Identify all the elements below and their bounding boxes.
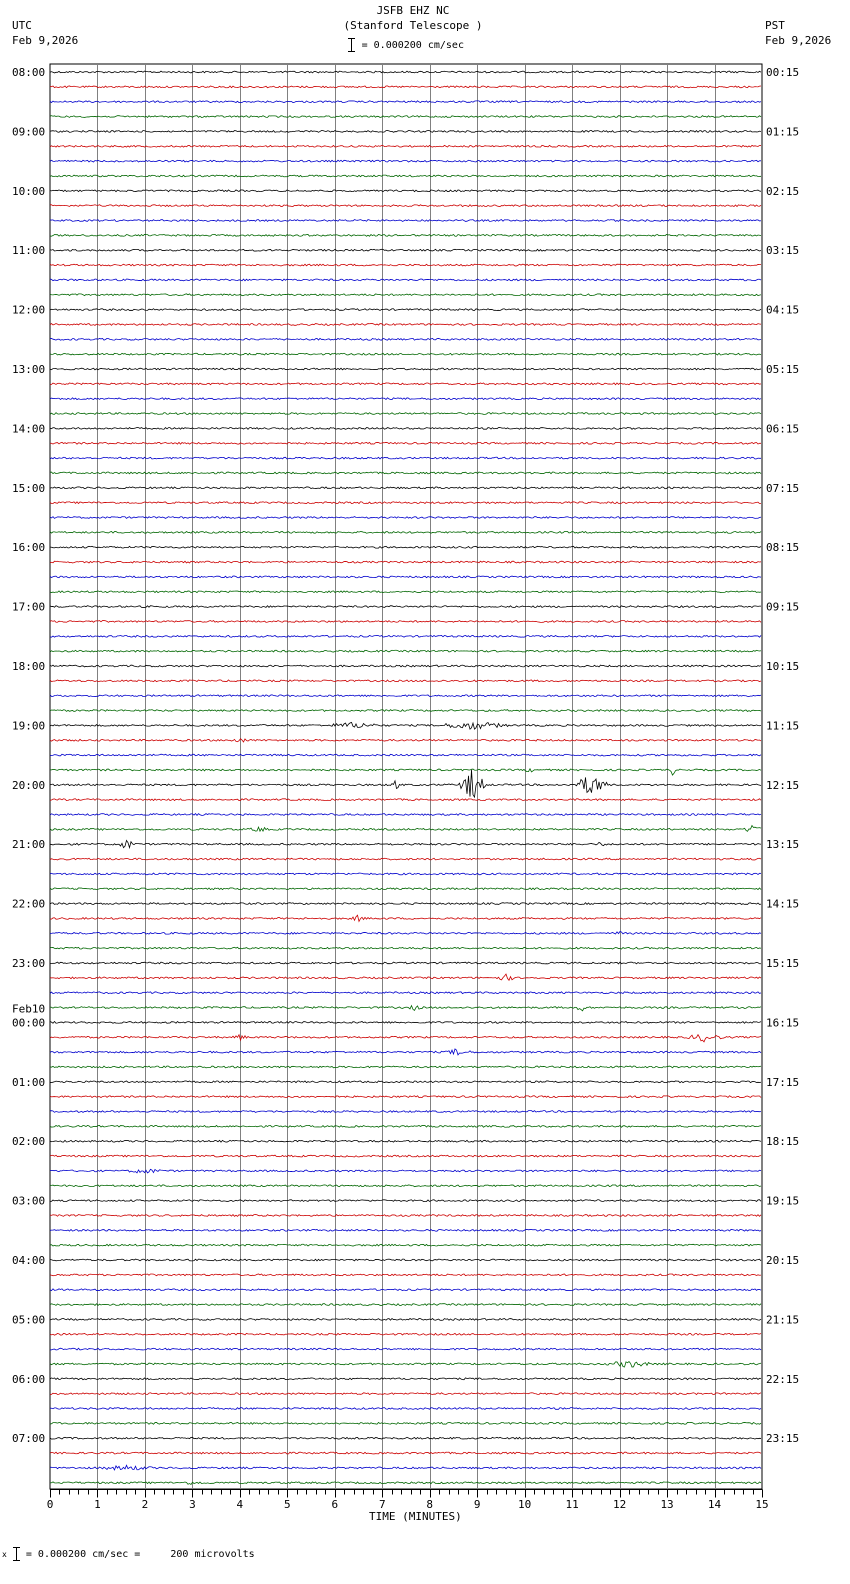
x-axis	[47, 1490, 769, 1512]
utc-hour-label: 20:00	[12, 778, 46, 792]
utc-hour-label: 13:00	[12, 363, 46, 376]
seismogram-trace	[50, 264, 761, 266]
utc-hour-label: 12:00	[12, 303, 46, 317]
seismogram-trace	[50, 502, 761, 504]
left-timezone: UTC	[12, 19, 32, 32]
seismogram-trace	[50, 947, 761, 949]
pst-hour-label: 05:15	[766, 363, 800, 376]
seismogram-trace	[50, 1200, 761, 1202]
utc-hour-label: 21:00	[12, 838, 46, 852]
utc-hour-label: 22:00	[12, 897, 46, 911]
seismogram-trace	[50, 769, 761, 775]
pst-hour-label: 13:15	[766, 838, 800, 852]
utc-hour-label: 10:00	[12, 184, 46, 198]
utc-hour-label: 11:00	[12, 244, 46, 258]
pst-hour-label: 15:15	[766, 957, 800, 970]
pst-hour-label: 12:15	[766, 778, 800, 792]
seismogram-trace	[50, 1155, 761, 1157]
seismogram-trace	[50, 1393, 761, 1395]
seismogram-trace	[50, 1111, 761, 1113]
seismogram-trace	[50, 131, 761, 133]
seismogram-trace	[50, 695, 761, 697]
seismogram-trace	[50, 974, 761, 980]
x-tick-label: 0	[46, 1498, 54, 1511]
seismogram-trace	[50, 1259, 761, 1261]
pst-hour-label: 02:15	[766, 184, 800, 198]
seismogram-trace	[50, 383, 761, 385]
seismogram-trace	[50, 1348, 761, 1350]
x-tick-label: 8	[426, 1498, 434, 1511]
seismogram-trace	[50, 1185, 761, 1187]
seismogram-trace	[50, 606, 761, 608]
seismogram-trace	[50, 413, 761, 415]
seismogram-trace	[50, 1482, 761, 1485]
seismogram-trace	[50, 1006, 761, 1011]
seismogram-trace	[50, 160, 761, 162]
seismogram-trace	[50, 457, 761, 459]
seismogram-trace	[50, 294, 761, 296]
seismogram-trace	[50, 1333, 761, 1335]
pst-hour-label: 11:15	[766, 719, 800, 733]
seismogram-trace	[50, 101, 761, 103]
x-tick-label: 2	[141, 1498, 149, 1511]
seismogram-trace	[50, 739, 761, 742]
pst-hour-label: 21:15	[766, 1313, 800, 1327]
x-tick-label: 13	[660, 1498, 674, 1511]
seismogram-trace	[50, 710, 761, 712]
seismogram-trace	[50, 442, 761, 444]
seismogram-trace	[50, 770, 761, 797]
utc-hour-label: 15:00	[12, 481, 46, 495]
seismogram-trace	[50, 873, 761, 875]
site-title: (Stanford Telescope )	[343, 19, 483, 32]
utc-hour-label: 05:00	[12, 1313, 46, 1327]
utc-hour-label: 16:00	[12, 541, 46, 555]
seismogram-traces	[50, 71, 761, 1484]
seismogram-trace	[50, 175, 761, 177]
seismogram-trace	[50, 1169, 761, 1173]
utc-hour-label: 18:00	[12, 660, 46, 673]
seismogram-trace	[50, 722, 761, 729]
seismogram-trace	[50, 665, 761, 667]
pst-hour-label: 19:15	[766, 1194, 800, 1208]
x-tick-label: 3	[189, 1498, 196, 1511]
pst-hour-label: 08:15	[766, 541, 800, 555]
seismogram-trace	[50, 576, 761, 578]
seismogram-trace	[50, 1035, 761, 1042]
seismogram-trace	[50, 931, 761, 934]
pst-hour-label: 10:15	[766, 660, 800, 673]
seismogram-trace	[50, 635, 761, 637]
pst-hour-label: 22:15	[766, 1372, 800, 1386]
footer-scale-bar-icon	[13, 1547, 20, 1561]
seismogram-trace	[50, 1465, 761, 1470]
seismogram-trace	[50, 205, 761, 207]
seismogram-trace	[50, 279, 761, 281]
seismogram-trace	[50, 234, 761, 236]
pst-hour-label: 23:15	[766, 1432, 800, 1446]
seismogram-trace	[50, 1408, 761, 1410]
utc-hour-label: 17:00	[12, 600, 46, 614]
seismogram-trace	[50, 840, 761, 847]
pst-hour-label: 18:15	[766, 1135, 800, 1149]
pst-hour-label: 06:15	[766, 422, 800, 436]
seismogram-trace	[50, 531, 761, 533]
seismogram-trace	[50, 1304, 761, 1306]
seismogram-trace	[50, 220, 761, 222]
seismogram-trace	[50, 1274, 761, 1276]
x-axis-label: TIME (MINUTES)	[369, 1510, 462, 1523]
seismogram-trace	[50, 561, 761, 563]
seismogram-trace	[50, 814, 761, 816]
x-tick-label: 15	[755, 1498, 769, 1511]
seismogram-trace	[50, 1022, 761, 1024]
utc-hour-label: 02:00	[12, 1135, 46, 1149]
seismogram-trace	[50, 915, 761, 921]
seismogram-trace	[50, 1378, 761, 1380]
x-tick-label: 9	[473, 1498, 481, 1511]
x-tick-label: 6	[331, 1498, 339, 1511]
seismogram-trace	[50, 71, 761, 73]
seismogram-trace	[50, 754, 761, 756]
seismogram-trace	[50, 1081, 761, 1083]
seismogram-trace	[50, 591, 761, 593]
seismogram-trace	[50, 962, 761, 964]
x-tick-label: 12	[612, 1498, 627, 1511]
pst-hour-label: 03:15	[766, 244, 800, 258]
seismogram-trace	[50, 1319, 761, 1321]
seismogram-trace	[50, 1362, 761, 1367]
seismogram-trace	[50, 86, 761, 88]
right-date: Feb 9,2026	[765, 34, 832, 47]
seismogram-trace	[50, 992, 761, 994]
utc-hour-label: 07:00	[12, 1432, 46, 1446]
seismogram-trace	[50, 858, 761, 860]
seismogram-trace	[50, 472, 761, 474]
seismogram-trace	[50, 650, 761, 652]
seismogram-trace	[50, 309, 761, 311]
seismogram-trace	[50, 1244, 761, 1246]
x-tick-label: 4	[236, 1498, 244, 1511]
seismogram-trace	[50, 1096, 761, 1098]
utc-hour-label: 09:00	[12, 125, 46, 139]
seismogram-trace	[50, 487, 761, 489]
pst-hour-label: 17:15	[766, 1075, 800, 1089]
x-tick-label: 1	[94, 1498, 101, 1511]
scale-value: = 0.000200 cm/sec	[361, 40, 464, 51]
x-tick-label: 5	[284, 1498, 291, 1511]
seismogram-trace	[50, 1066, 761, 1068]
seismogram-trace	[50, 1422, 761, 1424]
utc-hour-label: 03:00	[12, 1194, 46, 1208]
seismogram-trace	[50, 903, 761, 905]
utc-hour-label: 23:00	[12, 957, 46, 970]
seismogram-trace	[50, 116, 761, 118]
station-title: JSFB EHZ NC	[376, 4, 450, 17]
pst-hour-label: 20:15	[766, 1254, 800, 1267]
left-date: Feb 9,2026	[12, 34, 79, 47]
pst-hour-label: 01:15	[766, 125, 800, 139]
seismogram-trace	[50, 517, 761, 519]
seismogram-trace	[50, 546, 761, 548]
seismogram-trace	[50, 1215, 761, 1217]
seismogram-trace	[50, 826, 761, 832]
utc-hour-label: 01:00	[12, 1075, 46, 1089]
utc-hour-label: 06:00	[12, 1372, 46, 1386]
seismogram-trace	[50, 428, 761, 430]
x-tick-label: 10	[518, 1498, 532, 1511]
seismogram-trace	[50, 680, 761, 682]
x-tick-label: 14	[707, 1498, 722, 1511]
pst-hour-label: 04:15	[766, 303, 800, 317]
utc-hour-label: 08:00	[12, 66, 46, 79]
date-change-label: Feb10	[12, 1002, 46, 1016]
seismogram-trace	[50, 1140, 761, 1142]
utc-hour-label: 19:00	[12, 719, 46, 733]
right-timezone: PST	[765, 19, 785, 32]
seismogram-trace	[50, 190, 761, 192]
footer-scale-prefix: x	[2, 1550, 7, 1559]
pst-hour-label: 16:15	[766, 1016, 800, 1030]
seismogram-trace	[50, 1289, 761, 1291]
seismogram-trace	[50, 1125, 761, 1127]
pst-hour-label: 09:15	[766, 600, 800, 614]
seismogram-trace	[50, 145, 761, 147]
seismogram-trace	[50, 249, 761, 251]
seismogram-trace	[50, 1452, 761, 1454]
seismogram-trace	[50, 368, 761, 370]
x-tick-label: 11	[565, 1498, 579, 1511]
seismogram-trace	[50, 1437, 761, 1439]
footer-scale-value: = 0.000200 cm/sec = 200 microvolts	[25, 1549, 255, 1560]
footer-scale	[2, 1547, 255, 1561]
seismogram-trace	[50, 888, 761, 890]
utc-hour-label: 00:00	[12, 1016, 46, 1030]
seismogram-trace	[50, 324, 761, 326]
seismogram-trace	[50, 353, 761, 355]
pst-hour-label: 14:15	[766, 897, 800, 911]
seismogram-trace	[50, 338, 761, 340]
x-tick-label: 7	[378, 1498, 386, 1511]
pst-hour-label: 00:15	[766, 66, 800, 79]
seismogram-trace	[50, 799, 761, 801]
utc-hour-label: 14:00	[12, 422, 46, 436]
pst-hour-label: 07:15	[766, 481, 800, 495]
seismogram-trace	[50, 398, 761, 400]
seismogram-trace	[50, 621, 761, 623]
seismogram-trace	[50, 1049, 761, 1055]
utc-hour-label: 04:00	[12, 1254, 46, 1267]
seismogram-trace	[50, 1229, 761, 1231]
